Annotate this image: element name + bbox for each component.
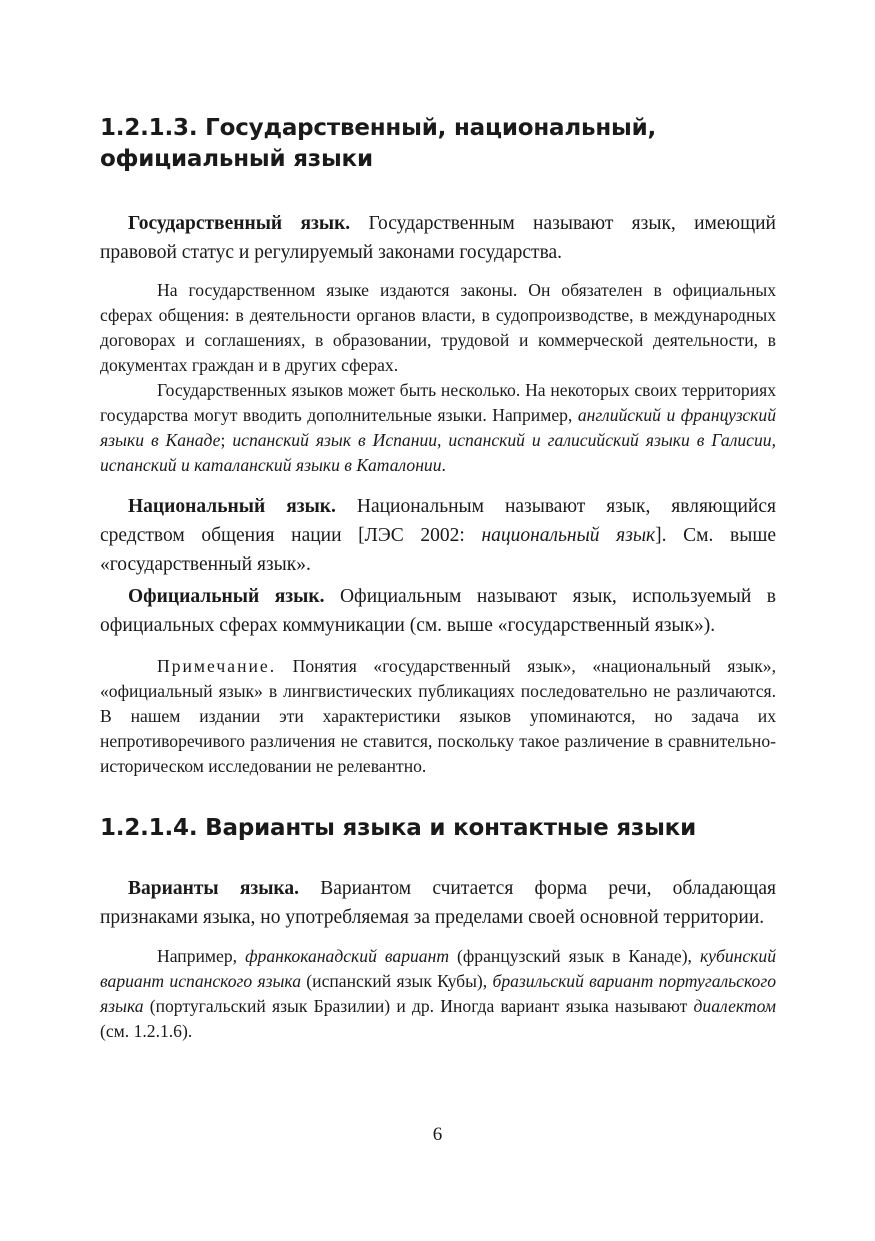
- state-language-details: На государственном языке издаются законы. Он обязателен в официальных сферах общения: в деятельности органов власти, в судопроизводстве, в международных договорах и соглашениях, в образовании, трудовой и коммерческой деятельности, в документах граждан и в других сферах.: [100, 280, 776, 375]
- note-text: Понятия «государственный язык», «национальный язык», «официальный язык» в лингвистических публикациях последовательно не различаются. В нашем издании эти характеристики языков упоминаются, но задача их непротиворечивого различения не ставится, поскольку такое различение в сравнительно-историческом исследовании не релевантно.: [100, 656, 776, 776]
- section-heading-1-2-1-3: [100, 113, 776, 175]
- state-language-term: Государственный язык.: [128, 213, 351, 234]
- page-content: [100, 113, 776, 1044]
- variants-term: Варианты языка.: [128, 878, 300, 899]
- official-language-term: Официальный язык.: [128, 586, 325, 607]
- state-language-definition: [100, 209, 776, 267]
- variants-definition: [100, 874, 776, 932]
- state-language-definition-text: Государственным называют язык, имеющий правовой статус и регулируемый законами государства.: [100, 213, 776, 263]
- variants-ex-intro: Например,: [157, 946, 246, 966]
- official-language-text: Официальным называют язык, используемый в официальных сферах коммуникации (см. выше «государственный язык»).: [100, 586, 776, 636]
- variants-ex-brazilian: бразильский вариант португальского языка: [100, 971, 777, 1016]
- variants-ex4-note: (см. 1.2.1.6).: [100, 1021, 193, 1041]
- page-number: 6: [432, 1124, 443, 1145]
- heading-line-2: официальный языки: [100, 146, 373, 172]
- variants-ex-dialect: диалектом: [693, 996, 776, 1016]
- variants-examples: [100, 944, 776, 1044]
- state-example-spain: испанский язык в Испании, испанский и галисийский языки в Галисии, испанский и каталанский языки в Каталонии: [100, 430, 776, 475]
- state-multi-text: Государственных языков может быть несколько. На некоторых своих территориях государства могут вводить дополнительные языки. Например,: [100, 380, 776, 425]
- national-language-ref: национальный язык: [481, 525, 656, 546]
- variants-ex3-note: (португальский язык Бразилии) и др. Иногда вариант языка называют: [143, 996, 694, 1016]
- state-example-canada: английский и французский языки в Канаде: [100, 405, 776, 450]
- variants-ex2-note: (испанский язык Кубы),: [301, 971, 493, 991]
- national-language-text: Национальным называют язык, являющийся средством общения нации [ЛЭС 2002:: [100, 496, 776, 546]
- national-language-after: ]. См. выше «государственный язык».: [100, 525, 776, 575]
- variants-ex1-note: (французский язык в Канаде),: [449, 946, 700, 966]
- variants-definition-text: Вариантом считается форма речи, обладающая признаками языка, но употребляемая за пределами своей основной территории.: [100, 878, 776, 928]
- state-separator: ;: [220, 430, 233, 450]
- heading-line-1: 1.2.1.3. Государственный, национальный,: [100, 115, 657, 141]
- state-end: .: [441, 455, 446, 475]
- state-language-multi: [100, 378, 776, 478]
- variants-ex-franco-canadian: франкоканадский вариант: [245, 946, 450, 966]
- national-language-definition: [100, 492, 776, 579]
- official-language-definition: [100, 582, 776, 640]
- note-label: Примечание.: [157, 656, 277, 676]
- note-paragraph: [100, 654, 776, 779]
- variants-ex-cuban: кубинский вариант испанского языка: [100, 946, 776, 991]
- section-heading-1-2-1-4: 1.2.1.4. Варианты языка и контактные языки: [100, 815, 696, 841]
- national-language-term: Национальный язык.: [128, 496, 336, 517]
